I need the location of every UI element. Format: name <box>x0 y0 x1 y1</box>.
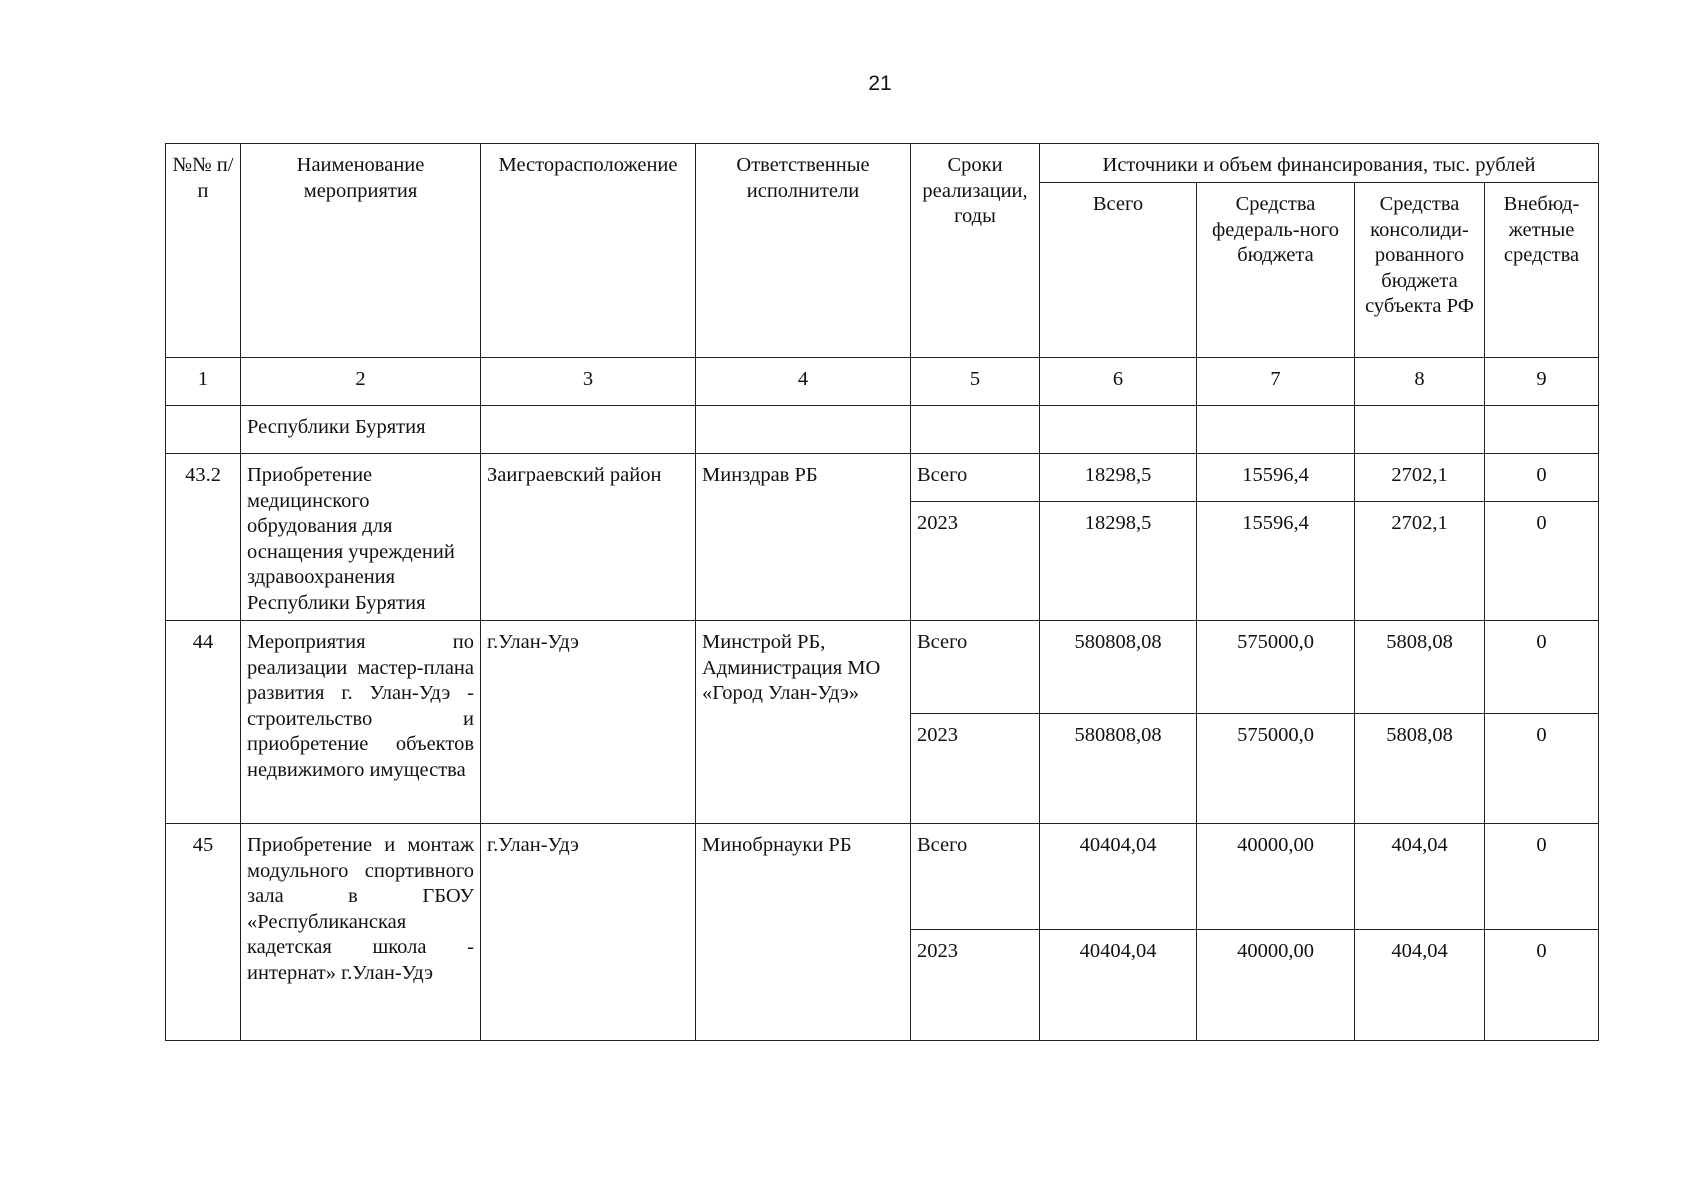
column-number: 5 <box>911 358 1040 406</box>
header-consolidated: Средства консолиди-рованного бюджета субъекта РФ <box>1355 183 1485 358</box>
header-responsible: Ответственные исполнители <box>696 144 911 358</box>
extrabudget-value: 0 <box>1485 621 1599 714</box>
column-number: 4 <box>696 358 911 406</box>
continuation-text: Республики Бурятия <box>241 406 481 454</box>
header-num: №№ п/п <box>166 144 241 358</box>
consolidated-value: 5808,08 <box>1355 714 1485 824</box>
location: г.Улан-Удэ <box>481 824 696 1041</box>
total-value: 18298,5 <box>1040 502 1197 621</box>
continuation-row <box>166 406 1599 454</box>
period: 2023 <box>911 930 1040 1041</box>
responsible: Минстрой РБ, Администрация МО «Город Улан-Удэ» <box>696 621 911 824</box>
period: Всего <box>911 824 1040 930</box>
funding-table <box>165 143 1599 1041</box>
table-row <box>166 621 1599 714</box>
table-row <box>166 454 1599 502</box>
table-row <box>166 824 1599 930</box>
header-extrabudget: Внебюд-жетные средства <box>1485 183 1599 358</box>
column-number: 9 <box>1485 358 1599 406</box>
activity-name: Приобретение и монтаж модульного спортивного зала в ГБОУ «Республиканская кадетская школа - интернат» г.Улан-Удэ <box>241 824 481 1041</box>
header-location: Месторасположение <box>481 144 696 358</box>
total-value: 40404,04 <box>1040 930 1197 1041</box>
extrabudget-value: 0 <box>1485 824 1599 930</box>
header-funding: Источники и объем финансирования, тыс. рублей <box>1040 144 1599 183</box>
total-value: 40404,04 <box>1040 824 1197 930</box>
federal-value: 40000,00 <box>1197 930 1355 1041</box>
total-value: 18298,5 <box>1040 454 1197 502</box>
column-number: 6 <box>1040 358 1197 406</box>
responsible: Минобрнауки РБ <box>696 824 911 1041</box>
consolidated-value: 5808,08 <box>1355 621 1485 714</box>
period: Всего <box>911 454 1040 502</box>
column-number: 2 <box>241 358 481 406</box>
extrabudget-value: 0 <box>1485 930 1599 1041</box>
consolidated-value: 404,04 <box>1355 930 1485 1041</box>
federal-value: 575000,0 <box>1197 714 1355 824</box>
federal-value: 575000,0 <box>1197 621 1355 714</box>
total-value: 580808,08 <box>1040 714 1197 824</box>
column-number: 8 <box>1355 358 1485 406</box>
extrabudget-value: 0 <box>1485 714 1599 824</box>
activity-name: Приобретение медицинского обрудования для оснащения учреждений здравоохранения Республики Бурятия <box>241 454 481 621</box>
column-number: 3 <box>481 358 696 406</box>
total-value: 580808,08 <box>1040 621 1197 714</box>
row-number: 45 <box>166 824 241 1041</box>
responsible: Минздрав РБ <box>696 454 911 621</box>
period: 2023 <box>911 502 1040 621</box>
column-number: 1 <box>166 358 241 406</box>
row-number: 44 <box>166 621 241 824</box>
header-total: Всего <box>1040 183 1197 358</box>
extrabudget-value: 0 <box>1485 502 1599 621</box>
federal-value: 15596,4 <box>1197 502 1355 621</box>
header-name: Наименование мероприятия <box>241 144 481 358</box>
page-number: 21 <box>868 72 892 95</box>
extrabudget-value: 0 <box>1485 454 1599 502</box>
consolidated-value: 2702,1 <box>1355 454 1485 502</box>
consolidated-value: 404,04 <box>1355 824 1485 930</box>
column-number: 7 <box>1197 358 1355 406</box>
period: 2023 <box>911 714 1040 824</box>
column-numbers-row <box>166 358 1599 406</box>
location: г.Улан-Удэ <box>481 621 696 824</box>
consolidated-value: 2702,1 <box>1355 502 1485 621</box>
activity-name: Мероприятия по реализации мастер-плана развития г. Улан-Удэ - строительство и приобретение объектов недвижимого имущества <box>241 621 481 824</box>
header-federal: Средства федераль-ного бюджета <box>1197 183 1355 358</box>
federal-value: 40000,00 <box>1197 824 1355 930</box>
federal-value: 15596,4 <box>1197 454 1355 502</box>
location: Заиграевский район <box>481 454 696 621</box>
row-number: 43.2 <box>166 454 241 621</box>
header-period: Сроки реализации, годы <box>911 144 1040 358</box>
period: Всего <box>911 621 1040 714</box>
